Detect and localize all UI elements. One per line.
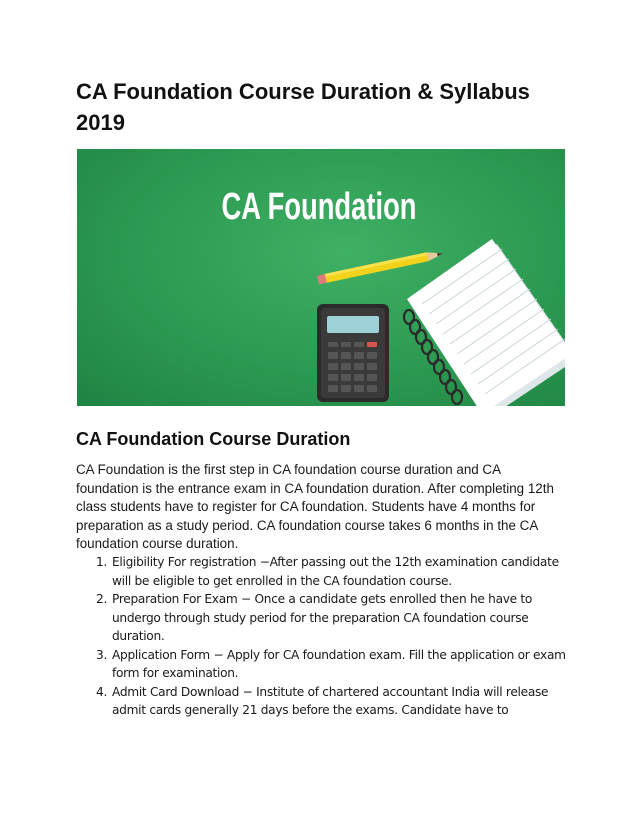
list-item-text: Admit Card Download − Institute of chartered accountant India will release admit cards generally 21 days before the exams. Candidate have to [112, 684, 549, 717]
calculator-icon [317, 304, 389, 402]
list-item [76, 590, 566, 646]
list-item-number: 4. [96, 684, 108, 699]
list-item [76, 683, 566, 720]
section-heading: CA Foundation Course Duration [76, 429, 351, 449]
list-item-number: 1. [96, 555, 108, 569]
list-item [76, 553, 566, 590]
page-title: CA Foundation Course Duration & Syllabus 2019 [76, 79, 530, 135]
intro-paragraph: CA Foundation is the first step in CA foundation course duration and CA foundation is the entrance exam in CA foundation duration. After completing 12th class students have to register for CA foundation. Students have 4 months for preparation as a study period. CA foundation course takes 6 months in the CA foundation course duration. [76, 462, 554, 551]
list-item-number: 3. [96, 647, 108, 662]
pencil-icon [317, 249, 444, 284]
list-item-text: Application Form − Apply for CA foundation exam. Fill the application or exam form for examination. [112, 647, 566, 680]
list-item-text: Preparation For Exam − Once a candidate gets enrolled then he have to undergo through study period for the preparation CA foundation course duration. [112, 592, 533, 643]
hero-image [77, 149, 565, 406]
hero-heading: CA Foundation [221, 186, 417, 228]
list-item [76, 646, 566, 683]
notebook-icon [404, 239, 565, 406]
list-item-text: Eligibility For registration −After passing out the 12th examination candidate will be eligible to get enrolled in the CA foundation course. [112, 555, 559, 588]
list-item-number: 2. [96, 592, 108, 606]
hero-illustration [77, 149, 565, 406]
steps-list [76, 553, 566, 720]
